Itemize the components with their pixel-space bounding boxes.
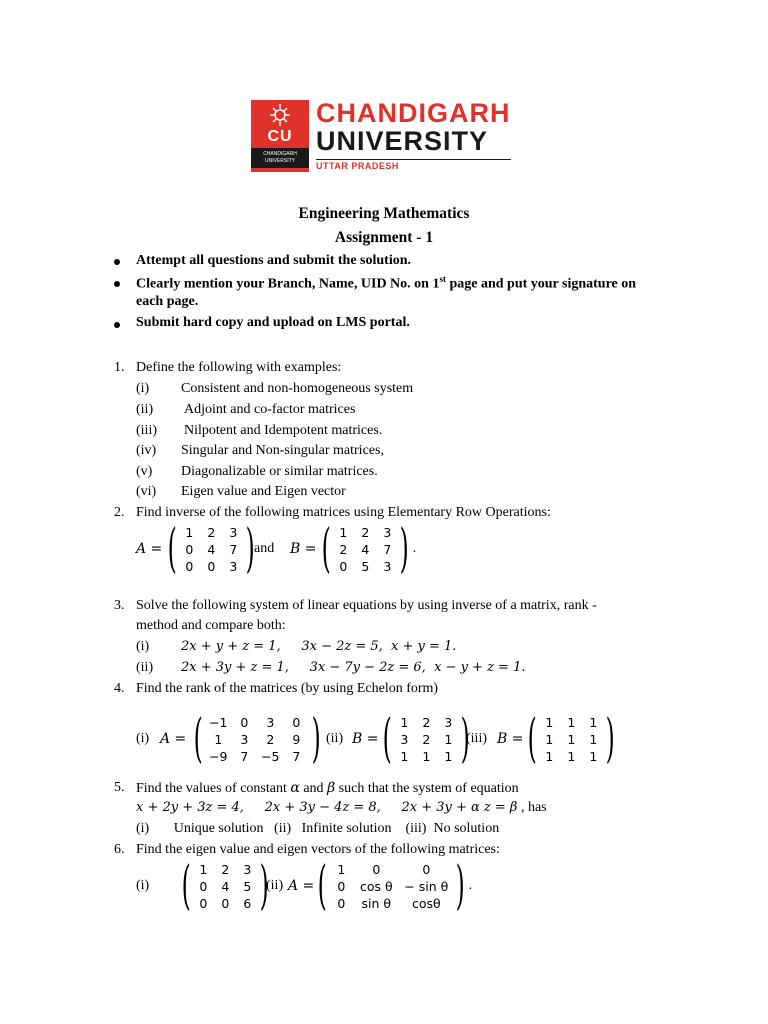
q2-matrix-a: ( 1 2 3 0 4 7 0 0 3 ) — [167, 519, 256, 579]
matrix-entry: 7 — [240, 748, 249, 764]
matrix-entry: 1 — [199, 861, 208, 877]
q1-item-roman: (ii) — [136, 402, 154, 417]
q4-item-roman: (ii) — [326, 731, 344, 746]
q5-line1: Find the values of constant α and β such that the system of equation — [136, 780, 519, 796]
page-title: Engineering Mathematics — [298, 205, 470, 222]
logo-badge-caption: CHANDIGARH UNIVERSITY — [251, 148, 309, 168]
matrix-entry: 2 — [221, 861, 230, 877]
matrix-entry: 1 — [567, 748, 576, 764]
q1-item-text: Consistent and non-homogeneous system — [181, 381, 414, 396]
q5-equations: x + 2y + 3z = 4, 2x + 3y − 4z = 8, 2x + 3y + α z = β , has — [136, 800, 547, 815]
matrix-entry: 3 — [243, 861, 252, 877]
matrix-entry: 2 — [207, 524, 216, 540]
q4-item-roman: (i) — [136, 731, 150, 746]
matrix-entry: 1 — [589, 714, 598, 730]
matrix-entry: 1 — [444, 731, 453, 747]
bullet-icon — [114, 281, 120, 287]
q3-item-roman: (ii) — [136, 660, 154, 675]
matrix-entry: 0 — [221, 895, 230, 911]
logo-name-line2: UNIVERSITY — [316, 126, 489, 156]
q1-item-text: Diagonalizable or similar matrices. — [181, 464, 378, 479]
matrix-entry: 1 — [444, 748, 453, 764]
instruction-3: Submit hard copy and upload on LMS portal. — [136, 315, 410, 330]
instruction-1: Attempt all questions and submit the solution. — [136, 253, 411, 268]
q6-matrix-2: ( 1 0 0 0 cos θ − sin θ 0 sin θ cosθ ) . — [317, 856, 473, 916]
q5-options: (i) Unique solution (ii) Infinite solution (iii) No solution — [136, 821, 500, 836]
q6-number: 6. — [114, 842, 125, 857]
matrix-entry: 1 — [422, 748, 431, 764]
assignment-subtitle: Assignment - 1 — [334, 229, 434, 246]
q4-matrix-a: ( −1 0 3 0 1 3 2 9 −9 7 −5 7 ) — [193, 709, 322, 769]
matrix-entry: 7 — [383, 541, 392, 557]
matrix-entry: 2 — [339, 541, 348, 557]
bullet-icon — [114, 259, 120, 265]
q5-number: 5. — [114, 780, 125, 795]
matrix-entry: −9 — [209, 748, 228, 764]
q2-text: Find inverse of the following matrices using Elementary Row Operations: — [136, 505, 551, 520]
matrix-entry: 1 — [400, 748, 409, 764]
logo-star-icon — [268, 104, 292, 126]
matrix-entry: 3 — [240, 731, 249, 747]
matrix-entry: 1 — [545, 714, 554, 730]
q1-item-text: Singular and Non-singular matrices, — [181, 443, 384, 458]
logo-divider — [316, 159, 511, 160]
matrix-entry: 1 — [567, 731, 576, 747]
q1-item-roman: (vi) — [136, 484, 157, 499]
matrix-entry: 3 — [400, 731, 409, 747]
matrix-entry: −5 — [261, 748, 280, 764]
q6-item-roman: (i) — [136, 878, 150, 893]
matrix-entry: 0 — [337, 895, 346, 911]
matrix-entry: 3 — [266, 714, 275, 730]
matrix-entry: 0 — [292, 714, 301, 730]
q1-item-roman: (iii) — [136, 423, 157, 438]
matrix-entry: 1 — [214, 731, 223, 747]
matrix-entry: 3 — [229, 524, 238, 540]
q1-item-text: Nilpotent and Idempotent matrices. — [184, 423, 383, 438]
matrix-entry: 0 — [337, 878, 346, 894]
matrix-entry: 4 — [207, 541, 216, 557]
matrix-entry: 3 — [444, 714, 453, 730]
matrix-entry: − sin θ — [404, 878, 449, 894]
logo-campus: UTTAR PRADESH — [316, 161, 399, 171]
matrix-entry: 1 — [545, 748, 554, 764]
matrix-entry: −1 — [209, 714, 228, 730]
q2-label-b: B = — [290, 541, 317, 557]
matrix-entry: 0 — [422, 861, 431, 877]
matrix-entry: 0 — [199, 878, 208, 894]
matrix-entry: 6 — [243, 895, 252, 911]
matrix-entry: 0 — [207, 558, 216, 574]
matrix-entry: 0 — [185, 558, 194, 574]
matrix-entry: 1 — [185, 524, 194, 540]
q3-equations-2: 2x + 3y + z = 1, 3x − 7y − 2z = 6, x − y + z = 1. — [181, 660, 526, 675]
q1-text: Define the following with examples: — [136, 360, 342, 375]
q4-matrix-b2: ( 1 1 1 1 1 1 1 1 1 ) — [527, 709, 616, 769]
matrix-entry: 3 — [383, 524, 392, 540]
matrix-entry: 7 — [292, 748, 301, 764]
q3-line1: Solve the following system of linear equations by using inverse of a matrix, rank - — [136, 598, 597, 613]
q1-item-roman: (i) — [136, 381, 150, 396]
matrix-entry: cosθ — [411, 895, 441, 911]
matrix-entry: 4 — [361, 541, 370, 557]
instruction-2: Clearly mention your Branch, Name, UID No. on 1st page and put your signature on — [136, 274, 637, 292]
q2-number: 2. — [114, 505, 125, 520]
logo-name-line1: CHANDIGARH — [316, 98, 511, 128]
matrix-entry: 1 — [339, 524, 348, 540]
logo-badge-text: CU — [267, 128, 293, 145]
q3-line2: method and compare both: — [136, 618, 286, 633]
q1-number: 1. — [114, 360, 125, 375]
matrix-entry: 4 — [221, 878, 230, 894]
matrix-entry: 3 — [383, 558, 392, 574]
q3-number: 3. — [114, 598, 125, 613]
q1-item-text: Eigen value and Eigen vector — [181, 484, 346, 499]
matrix-entry: 3 — [229, 558, 238, 574]
q6-label-a: A = — [288, 878, 315, 894]
q2-and: and — [254, 541, 275, 556]
matrix-entry: 0 — [185, 541, 194, 557]
bullet-icon — [114, 322, 120, 328]
q4-label-b2: B = — [497, 731, 524, 747]
matrix-entry: sin θ — [361, 895, 392, 911]
q2-label-a: A = — [136, 541, 163, 557]
q1-item-roman: (v) — [136, 464, 153, 479]
q4-label-a: A = — [160, 731, 187, 747]
matrix-entry: 0 — [339, 558, 348, 574]
matrix-entry: 2 — [361, 524, 370, 540]
matrix-entry: 5 — [361, 558, 370, 574]
matrix-entry: 1 — [589, 731, 598, 747]
q3-equations-1: 2x + y + z = 1, 3x − 2z = 5, x + y = 1. — [181, 639, 457, 654]
q6-text: Find the eigen value and eigen vectors of the following matrices: — [136, 842, 500, 857]
matrix-entry: 2 — [266, 731, 275, 747]
q3-item-roman: (i) — [136, 639, 150, 654]
matrix-entry: 5 — [243, 878, 252, 894]
matrix-entry: 0 — [240, 714, 249, 730]
q4-label-b1: B = — [352, 731, 379, 747]
matrix-entry: 1 — [545, 731, 554, 747]
matrix-entry: 0 — [199, 895, 208, 911]
matrix-entry: 9 — [292, 731, 301, 747]
matrix-entry: 1 — [337, 861, 346, 877]
matrix-entry: 7 — [229, 541, 238, 557]
q4-text: Find the rank of the matrices (by using Echelon form) — [136, 681, 439, 696]
q6-matrix-1: ( 1 2 3 0 4 5 0 0 6 ) — [181, 856, 270, 916]
q4-number: 4. — [114, 681, 125, 696]
q2-matrix-b: ( 1 2 3 2 4 7 0 5 3 ) . — [321, 519, 417, 579]
q4-matrix-b1: ( 1 2 3 3 2 1 1 1 1 ) — [382, 709, 471, 769]
matrix-entry: 2 — [422, 731, 431, 747]
matrix-entry: 1 — [589, 748, 598, 764]
instruction-2-cont: each page. — [136, 294, 199, 309]
q1-item-roman: (iv) — [136, 443, 157, 458]
matrix-entry: cos θ — [359, 878, 393, 894]
matrix-entry: 1 — [567, 714, 576, 730]
matrix-entry: 2 — [422, 714, 431, 730]
q6-item-roman: (ii) — [266, 878, 284, 893]
q4-item-roman: (iii) — [466, 731, 487, 746]
q1-item-text: Adjoint and co-factor matrices — [184, 402, 356, 417]
matrix-entry: 0 — [372, 861, 381, 877]
matrix-entry: 1 — [400, 714, 409, 730]
